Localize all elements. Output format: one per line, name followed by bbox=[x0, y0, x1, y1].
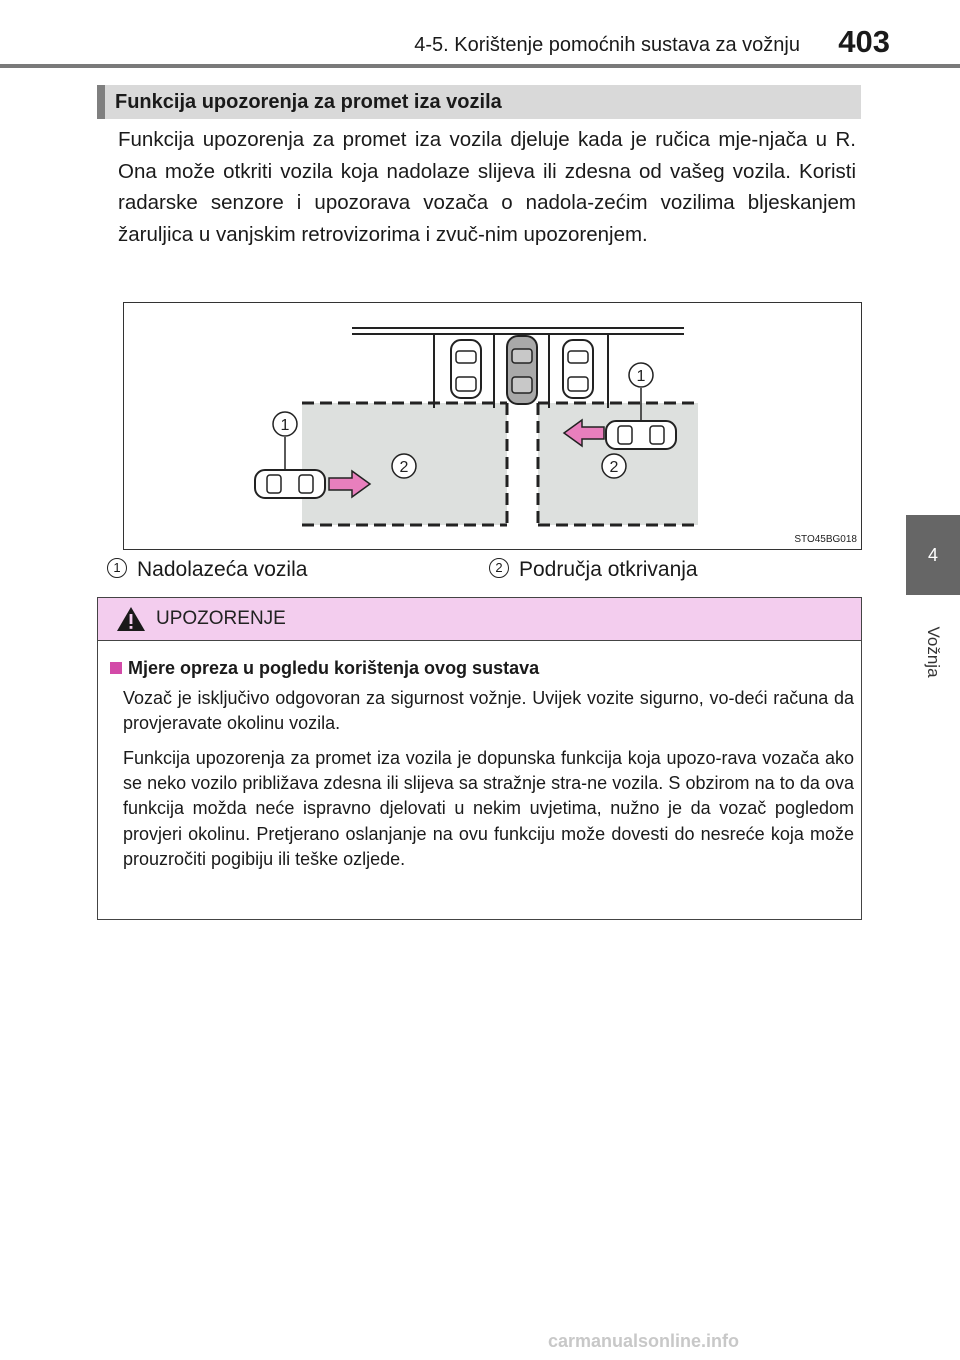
legend-item-detection-areas bbox=[489, 558, 698, 582]
running-header-title: 4-5. Korištenje pomoćnih sustava za vožnju bbox=[414, 34, 800, 56]
callout-2b-label: 2 bbox=[609, 459, 619, 476]
warning-subheading bbox=[110, 658, 539, 679]
chapter-label-text: Vožnja bbox=[924, 626, 943, 678]
warning-subheading-text: Mjere opreza u pogledu korištenja ovog sustava bbox=[128, 658, 540, 678]
approaching-car-right bbox=[606, 421, 676, 449]
callout-1b-label: 1 bbox=[636, 368, 646, 385]
rcta-diagram bbox=[123, 302, 862, 550]
warning-title: UPOZORENJE bbox=[156, 608, 286, 629]
section-heading-text: Funkcija upozorenja za promet iza vozila bbox=[115, 91, 502, 113]
callout-1a bbox=[273, 412, 297, 436]
figure-code: STO45BG018 bbox=[794, 534, 857, 545]
section-heading bbox=[97, 85, 861, 119]
warning-paragraph-2: Funkcija upozorenja za promet iza vozila je dopunska funkcija koja upozo-rava vozača ako se neko vozilo približava zdesna ili slijeva sa stražnje stra-ne vozila. S obzirom na to da ova funkcija možda neće ispravno djelovati u nekim uvjetima, nužno je da vozač pogledom provjeri okolinu. Pretjerano oslanjanje na ovu funkciju može dovesti do nesreće koja može prouzročiti pogibiju ili teške ozljede. bbox=[123, 748, 854, 869]
chapter-tab: 4 bbox=[906, 515, 960, 595]
callout-1b bbox=[629, 363, 653, 387]
legend-num: 2 bbox=[489, 558, 509, 578]
page-number: 403 bbox=[838, 24, 890, 59]
legend-num: 1 bbox=[107, 558, 127, 578]
warning-header bbox=[98, 598, 861, 641]
parked-car-left bbox=[451, 340, 481, 398]
section-heading-bar bbox=[97, 85, 105, 119]
header-rule bbox=[0, 64, 960, 68]
reversing-car bbox=[507, 336, 537, 404]
callout-2a-label: 2 bbox=[399, 459, 409, 476]
legend-label: Nadolazeća vozila bbox=[137, 558, 308, 581]
bullet-square-icon bbox=[110, 662, 122, 674]
warning-paragraph-1: Vozač je isključivo odgovoran za sigurnost vožnje. Uvijek vozite sigurno, vo-deći računa da provjeravate okolinu vozila. bbox=[123, 688, 854, 733]
callout-1a-label: 1 bbox=[280, 417, 290, 434]
callout-2b bbox=[602, 454, 626, 478]
callout-2a bbox=[392, 454, 416, 478]
approaching-car-left bbox=[255, 470, 325, 498]
chapter-label bbox=[906, 600, 960, 710]
legend-label: Područja otkrivanja bbox=[519, 558, 698, 581]
warning-triangle-icon bbox=[116, 606, 146, 632]
legend-item-approaching-vehicles bbox=[107, 558, 307, 582]
parked-car-right bbox=[563, 340, 593, 398]
intro-paragraph: Funkcija upozorenja za promet iza vozila djeluje kada je ručica mje-njača u R. Ona može otkriti vozila koja nadolaze slijeva ili zdesna od vašeg vozila. Koristi radarske senzore i upozorava vozača o nadola-zećim vozilima bljeskanjem žaruljica u vanjskim retrovizorima i zvuč-nim upozorenjem. bbox=[118, 128, 856, 246]
rcta-diagram-svg bbox=[124, 303, 861, 549]
footer-watermark: carmanualsonline.info bbox=[548, 1331, 740, 1351]
warning-box bbox=[97, 597, 862, 920]
